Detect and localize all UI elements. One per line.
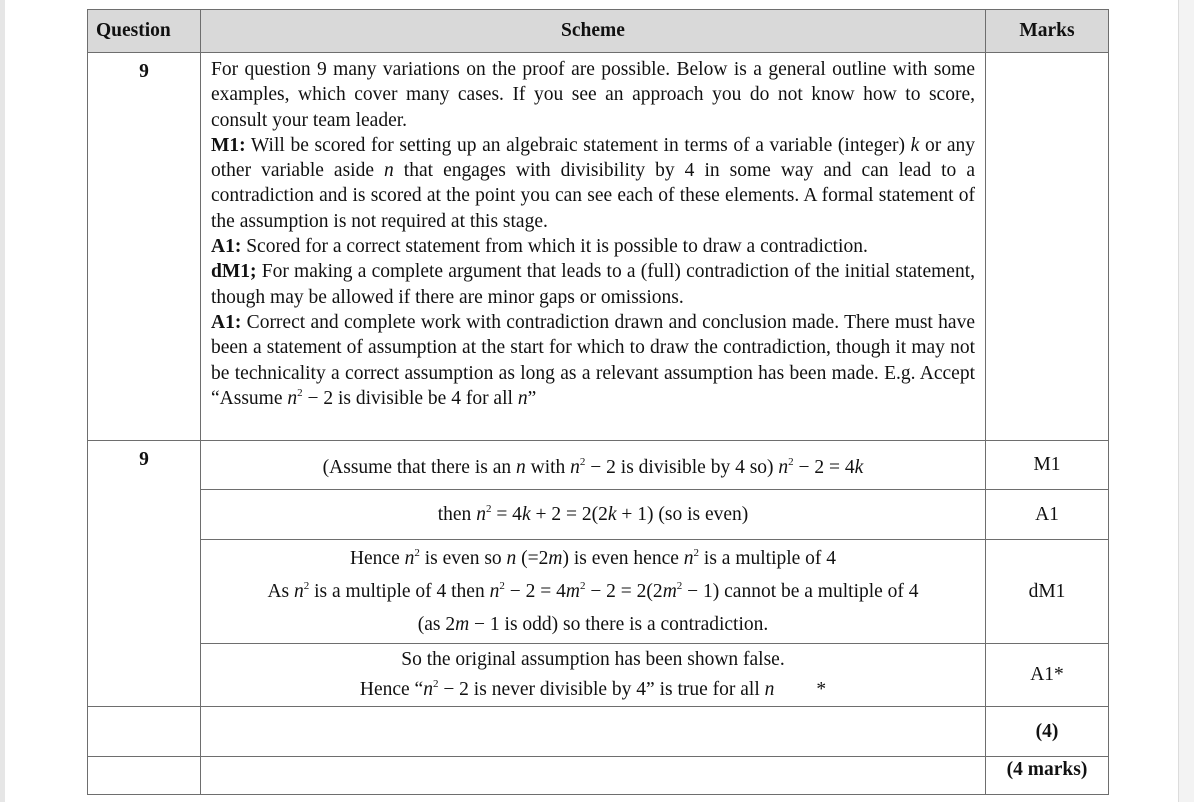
step-row-4 — [88, 644, 1109, 707]
step-contradiction — [201, 540, 986, 644]
page-edge-left — [0, 0, 5, 802]
empty-cell — [88, 757, 201, 795]
step-row-3 — [88, 540, 1109, 644]
step-even: then $n^2 = 4k + 2 = 2(2k + 1)$ (so is even) — [201, 490, 986, 540]
mark-a1: A1 — [986, 490, 1109, 540]
empty-cell — [201, 707, 986, 757]
header-marks: Marks — [986, 10, 1109, 53]
mark-a1-star: A1* — [986, 644, 1109, 707]
empty-cell — [201, 757, 986, 795]
guidance-a1-final: A1: Correct and complete work with contradiction drawn and conclusion made. There must have been a statement of assumption at the start for which to draw the contradiction, though it may not be technicality a correct assumption as long as a relevant assumption has been made. E.g. Accept “Assume $n^2 - 2$ is divisible be 4 for all n” — [211, 311, 975, 409]
question-number: 9 — [88, 53, 201, 441]
marking-guidance — [201, 53, 986, 441]
guidance-a1: A1: Scored for a correct statement from which it is possible to draw a contradiction. — [211, 236, 868, 258]
step-line-1: Hence $n^2$ is even so n (=2m) is even hence $n^2$ is a multiple of 4 — [349, 547, 837, 569]
guidance-m1: M1: Will be scored for setting up an algebraic statement in terms of a variable (integer) k or any other variable aside n that engages with divisibility by 4 in some way and can lead to a contradiction and is scored at the point you can see each of these elements. A formal statement of the assumption is not required at this stage. — [211, 134, 975, 232]
part-total-row — [88, 707, 1109, 757]
step-line-2: As $n^2$ is a multiple of 4 then $n^2 - 2 = 4m^2 - 2 = 2(2m^2 - 1)$ cannot be a multiple of 4 — [267, 580, 919, 602]
step-conclusion — [201, 644, 986, 707]
header-row — [88, 10, 1109, 53]
star-marker: * — [816, 679, 827, 700]
notes-row — [88, 53, 1109, 441]
step-row-1 — [88, 441, 1109, 490]
empty-cell — [88, 707, 201, 757]
page-edge-right — [1178, 0, 1194, 802]
question-number-steps: 9 — [88, 441, 201, 707]
question-total-row — [88, 757, 1109, 795]
guidance-dm1: dM1; For making a complete argument that leads to a (full) contradiction of the initial statement, though may be allowed if there are minor gaps or omissions. — [211, 261, 975, 308]
part-total: (4) — [986, 707, 1109, 757]
header-scheme: Scheme — [201, 10, 986, 53]
header-question: Question — [88, 10, 201, 53]
mark-scheme-table — [87, 9, 1109, 795]
mark-m1: M1 — [986, 441, 1109, 490]
conclusion-line-1: So the original assumption has been shown false. — [401, 649, 785, 670]
step-line-3: (as 2m − 1 is odd) so there is a contradiction. — [417, 614, 769, 635]
step-assumption: (Assume that there is an n with $n^2 - 2$ is divisible by 4 so) $n^2 - 2 = 4k$ — [201, 441, 986, 490]
step-row-2 — [88, 490, 1109, 540]
guidance-intro: For question 9 many variations on the proof are possible. Below is a general outline with some examples, which cover many cases. If you see an approach you do not know how to score, consult your team leader. — [211, 59, 975, 131]
conclusion-line-2: Hence “$n^2 - 2$ is never divisible by 4” is true for all n * — [359, 678, 827, 700]
marks-cell-empty — [986, 53, 1109, 441]
mark-dm1: dM1 — [986, 540, 1109, 644]
question-total: (4 marks) — [986, 757, 1109, 795]
